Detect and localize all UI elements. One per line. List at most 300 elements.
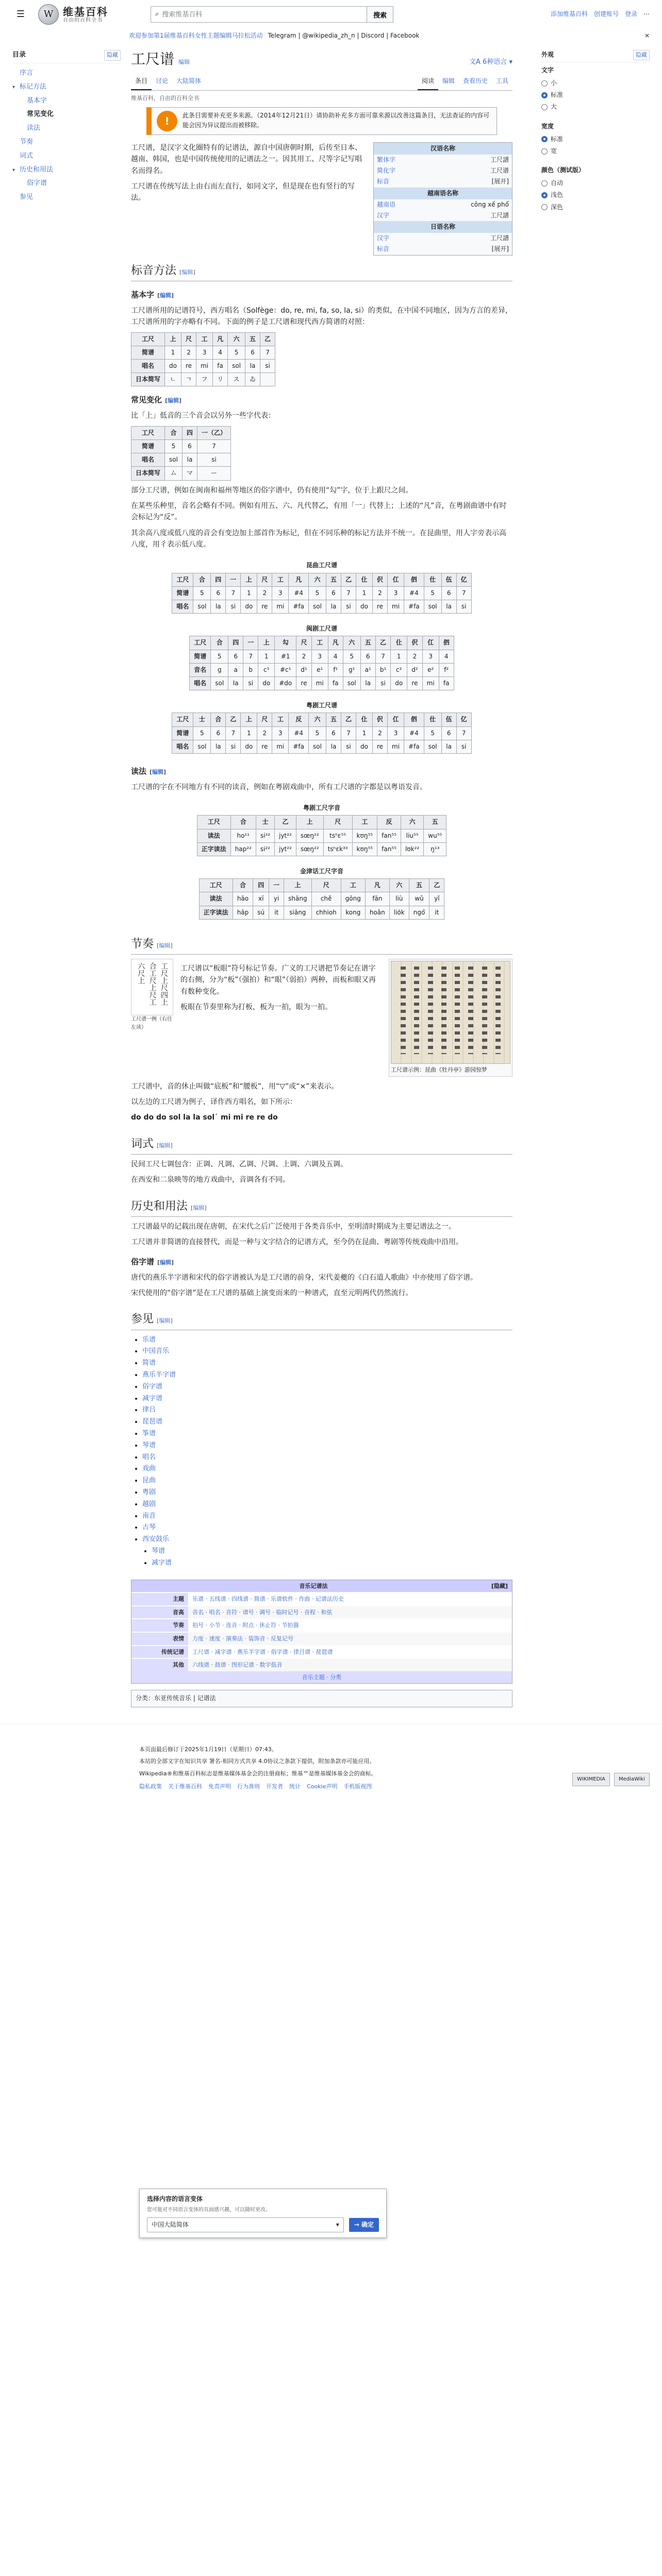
folk-paragraph: 宋代使用的“俗字谱”是在工尺谱的基础上演变而来的一种谱式，直至元明两代仍然流行。 bbox=[131, 1289, 413, 1298]
table-header-cell: 勾 bbox=[275, 636, 296, 650]
navbox-group[interactable]: 主题 bbox=[131, 1593, 188, 1605]
donate-link[interactable]: 添加维基百科 bbox=[550, 10, 588, 18]
footer-link[interactable]: 关于维基百科 bbox=[168, 1783, 202, 1790]
table-cell: 读法 bbox=[197, 829, 230, 842]
edit-link[interactable]: 编辑 bbox=[160, 1259, 172, 1266]
toc-item[interactable] bbox=[12, 122, 121, 135]
infobox-key[interactable]: 越南语 bbox=[377, 200, 396, 208]
edit-link[interactable]: 编辑 bbox=[168, 397, 179, 404]
table-caption: 粤剧工尺谱 bbox=[306, 702, 337, 709]
table-cell: 7 bbox=[197, 439, 230, 453]
table-cell: 6 bbox=[211, 726, 226, 740]
table-cell: re bbox=[296, 676, 311, 690]
navbox-list[interactable]: 六线谱 · 鼓谱 · 图形记谱 · 数字低音 bbox=[188, 1659, 512, 1671]
table-cell: g bbox=[211, 663, 228, 676]
navbox-list[interactable]: 力度 · 速度 · 演奏法 · 装饰音 · 反复记号 bbox=[188, 1633, 512, 1645]
table-cell: 5 bbox=[193, 726, 211, 740]
subsection-heading-changes: 常见变化 [编辑] bbox=[131, 395, 182, 405]
table-cell: sol bbox=[193, 740, 211, 753]
table-cell: do bbox=[241, 740, 257, 753]
chevron-down-icon: ▾ bbox=[336, 2221, 339, 2229]
see-also-link[interactable]: 乐谱 bbox=[142, 1335, 156, 1344]
changes-paragraph: 比「上」低音的三个音会以另外一些字代表： bbox=[131, 412, 275, 420]
table-cell: si bbox=[226, 740, 241, 753]
footer-last-modified: 本页面最后修订于2025年1月19日（星期日）07:43。 bbox=[139, 1745, 277, 1753]
see-also-link[interactable]: 减字谱 bbox=[142, 1394, 163, 1402]
toc-heading: 目录 bbox=[12, 51, 26, 59]
see-also-item bbox=[142, 1428, 512, 1440]
table-header-row bbox=[190, 636, 454, 650]
table-cell: 简谱 bbox=[131, 346, 165, 359]
navbox-list[interactable]: 音名 · 唱名 · 音符 · 谱号 · 调号 · 临时记号 · 音程 · 和弦 bbox=[188, 1606, 512, 1619]
changes-paragraph: 其余高八度或低八度的音会有变边加上部首作为标记，但在不同乐种的标记方法并不统一。在昆曲里，用人字旁表示高八度，用彳表示低八度。 bbox=[131, 529, 506, 549]
subsection-heading-read: 读法 [编辑] bbox=[131, 766, 167, 776]
see-also-link[interactable]: 南音 bbox=[142, 1512, 156, 1520]
table-header-cell: 仩 bbox=[356, 713, 372, 726]
table-cell: ngó͘ bbox=[409, 906, 429, 919]
see-also-link[interactable]: 筝谱 bbox=[142, 1430, 156, 1438]
see-also-item bbox=[142, 1393, 512, 1405]
table-header-cell: 工 bbox=[352, 816, 377, 829]
table-header-cell: 工尺 bbox=[197, 816, 230, 829]
table-cell: #1 bbox=[275, 650, 296, 663]
footer-link[interactable]: 免责声明 bbox=[208, 1783, 231, 1790]
see-also-link[interactable]: 古琴 bbox=[142, 1523, 156, 1532]
from-line: 维基百科，自由的百科全书 bbox=[131, 95, 199, 102]
table-header-cell: 伵 bbox=[439, 636, 454, 650]
table-header-cell: 六 bbox=[228, 332, 245, 346]
tab-read[interactable]: 阅读 bbox=[418, 73, 438, 90]
table-row bbox=[172, 600, 471, 614]
see-also-link[interactable]: 昆曲 bbox=[142, 1477, 156, 1485]
edit-link[interactable]: 编辑 bbox=[160, 292, 172, 299]
table-cell: yǐ bbox=[429, 892, 444, 906]
footer-link[interactable]: 行为准则 bbox=[237, 1783, 260, 1790]
table-cell: sol bbox=[309, 600, 326, 614]
table-cell: sol bbox=[211, 676, 228, 690]
table-cell: la bbox=[360, 676, 375, 690]
campaign-social-links[interactable]: Telegram | @wikipedia_zh_n | Discord | Facebook bbox=[268, 32, 420, 39]
footer-link[interactable]: Cookie声明 bbox=[307, 1783, 338, 1790]
edit-link[interactable]: 编辑 bbox=[181, 268, 193, 276]
table-header-cell: 尺 bbox=[257, 713, 272, 726]
table-cell: tsʰɛ⁵⁵ bbox=[323, 829, 352, 842]
table-cell: #do bbox=[275, 676, 296, 690]
table-cell: マ bbox=[182, 467, 197, 480]
table-cell: do bbox=[391, 676, 407, 690]
page-title: 工尺谱 bbox=[131, 50, 175, 68]
table-cell: #4 bbox=[289, 726, 309, 740]
footer-link[interactable]: 开发者 bbox=[266, 1783, 283, 1790]
page-title-row bbox=[131, 43, 512, 71]
main-content bbox=[121, 43, 523, 1713]
infobox-key[interactable]: 汉字 bbox=[377, 211, 390, 219]
table-cell: 3 bbox=[272, 726, 289, 740]
table-header-cell: 仜 bbox=[388, 573, 404, 586]
table-cell: re bbox=[257, 600, 272, 614]
see-also-item bbox=[142, 1534, 512, 1546]
table-cell: tsʰɛk³³ bbox=[323, 842, 352, 856]
infobox-key[interactable]: 简化字 bbox=[377, 167, 396, 175]
edit-link[interactable]: 编辑 bbox=[159, 1142, 171, 1149]
basic-paragraph: 工尺谱所用的记谱符号，西方唱名（Solfège：do, re, mi, fa, so, la, si）的类似，在中国不同地区，因为方言的差异，工尺谱所用的字亦略有不同。下面的例子是工尺谱和现代西方简谱的对照： bbox=[131, 306, 512, 327]
appearance-heading: 外观 bbox=[541, 51, 554, 59]
navbox-row bbox=[131, 1618, 512, 1632]
table-header-cell: 合 bbox=[230, 816, 256, 829]
table-cell: 7 bbox=[375, 650, 390, 663]
see-also-item bbox=[142, 1463, 512, 1475]
table-cell: la bbox=[211, 740, 226, 753]
table-cell: si bbox=[456, 740, 471, 753]
table-header-cell: 六 bbox=[401, 816, 423, 829]
toc-item[interactable] bbox=[12, 80, 121, 94]
table-cell: do bbox=[356, 600, 372, 614]
table-cell: 2 bbox=[181, 346, 196, 359]
see-also-item bbox=[142, 1440, 512, 1452]
section-heading-see-also: 参见 [编辑] bbox=[131, 1310, 512, 1330]
category-links[interactable]: 分类：东亚传统音乐 | 记谱法 bbox=[131, 1690, 512, 1707]
toc-item[interactable] bbox=[12, 94, 121, 108]
see-also-item bbox=[142, 1487, 512, 1499]
table-cell: hoân bbox=[365, 906, 389, 919]
see-also-link[interactable]: 中国音乐 bbox=[142, 1347, 170, 1355]
campaign-link[interactable]: 欢迎参加第1届维基百科女性主题编辑马拉松活动 bbox=[129, 32, 263, 39]
table-cell: sol bbox=[424, 600, 441, 614]
table-header-cell: 工尺 bbox=[131, 426, 165, 439]
table-header-cell: 工尺 bbox=[172, 713, 193, 726]
table-cell: sœŋ²² bbox=[296, 842, 323, 856]
table-cell: 7 bbox=[341, 726, 356, 740]
navbox-toggle[interactable]: [隐藏] bbox=[491, 1582, 508, 1589]
table-cell: fan⁵⁵ bbox=[377, 842, 401, 856]
notation-table-low bbox=[131, 426, 231, 481]
table-cell: リ bbox=[213, 373, 228, 386]
table-cell: 5 bbox=[228, 346, 245, 359]
table-row bbox=[190, 676, 454, 690]
table-cell: wǔ bbox=[409, 892, 429, 906]
table-cell: #fa bbox=[289, 740, 309, 753]
table-header-cell: 士 bbox=[193, 713, 211, 726]
table-cell: #4 bbox=[404, 726, 424, 740]
search-box[interactable] bbox=[151, 6, 367, 23]
table-cell: re bbox=[372, 740, 387, 753]
table-cell: 1 bbox=[258, 650, 275, 663]
edit-link[interactable]: 编辑 bbox=[159, 942, 171, 949]
table-cell: mi bbox=[388, 740, 404, 753]
see-also-link[interactable]: 俗字谱 bbox=[142, 1382, 163, 1391]
table-header-cell: 上 bbox=[165, 332, 181, 346]
toc-item[interactable] bbox=[12, 135, 121, 149]
notation-table-basic bbox=[131, 332, 275, 387]
navbox-group[interactable]: 其他 bbox=[131, 1659, 188, 1671]
toc-caret-icon: ▾ bbox=[12, 84, 15, 90]
main-menu-icon[interactable]: ☰ bbox=[16, 8, 25, 20]
infobox-value: 工尺譜 bbox=[490, 156, 509, 163]
edit-link[interactable]: 编辑 bbox=[159, 1317, 171, 1325]
table-cell: siāng bbox=[284, 906, 311, 919]
see-also-link[interactable]: 唱名 bbox=[142, 1453, 156, 1461]
table-cell: 读法 bbox=[199, 892, 233, 906]
table-cell: 5 bbox=[343, 650, 360, 663]
toc-item[interactable] bbox=[12, 149, 121, 163]
navbox-group[interactable]: 音高 bbox=[131, 1606, 188, 1619]
search-input[interactable] bbox=[162, 11, 362, 19]
navbox-group[interactable]: 节奏 bbox=[131, 1619, 188, 1632]
table-cell: 7 bbox=[456, 726, 471, 740]
table-header-cell: 尺 bbox=[257, 573, 272, 586]
infobox-value: 工尺譜 bbox=[490, 234, 509, 242]
table-cell: do bbox=[165, 359, 181, 372]
footer-link[interactable]: 统计 bbox=[289, 1783, 301, 1790]
table-header-cell: 四 bbox=[228, 636, 243, 650]
toc-item[interactable] bbox=[12, 177, 121, 191]
tab-history[interactable]: 查看历史 bbox=[462, 77, 488, 84]
table-header-cell: 一 bbox=[269, 879, 284, 892]
toc-hide-button[interactable]: 隐藏 bbox=[104, 50, 121, 61]
site-tagline: 自由的百科全书 bbox=[63, 17, 103, 23]
width-wide-option[interactable]: 宽 bbox=[541, 145, 650, 157]
campaign-banner bbox=[129, 29, 650, 43]
text-large-option[interactable]: 大 bbox=[541, 101, 650, 113]
see-also-link[interactable]: 琴谱 bbox=[152, 1547, 166, 1555]
infobox-key[interactable]: 汉字 bbox=[377, 234, 390, 242]
infobox-section-head: 越南语名称 bbox=[374, 188, 512, 199]
table-cell: la bbox=[228, 676, 243, 690]
table-cell: 5 bbox=[193, 586, 211, 600]
table-cell: mi bbox=[272, 740, 289, 753]
text-size-label: 文字 bbox=[541, 66, 554, 74]
toc-item[interactable] bbox=[12, 108, 121, 122]
edit-link[interactable]: 编辑 bbox=[152, 768, 164, 775]
see-also-nested-item bbox=[152, 1557, 512, 1569]
intro-paragraph: 工尺谱在传统写法上由右而左直行，如同文字，但是现在也有竖行的写法。 bbox=[131, 182, 355, 202]
navbox-list[interactable]: 拍号 · 小节 · 连音 · 附点 · 休止符 · 节拍器 bbox=[188, 1619, 512, 1632]
see-also-item bbox=[142, 1511, 512, 1522]
edit-link[interactable]: 编辑 bbox=[193, 1204, 205, 1211]
table-row bbox=[190, 650, 454, 663]
table-cell: 6 bbox=[441, 726, 456, 740]
table-cell: #4 bbox=[289, 586, 309, 600]
navbox-group[interactable]: 传统记谱 bbox=[131, 1646, 188, 1658]
score-image bbox=[391, 961, 510, 1064]
table-cell: 日本简写 bbox=[131, 467, 165, 480]
color-auto-option[interactable]: 自动 bbox=[541, 177, 650, 189]
table-header-cell: 乙 bbox=[260, 332, 275, 346]
table-header-cell: 伬 bbox=[407, 636, 422, 650]
table-row bbox=[190, 663, 454, 676]
color-light-option[interactable]: 浅色 bbox=[541, 189, 650, 201]
infobox-row bbox=[374, 199, 512, 210]
infobox-row bbox=[374, 244, 512, 255]
infobox-row bbox=[374, 155, 512, 165]
table-cell: do bbox=[356, 740, 372, 753]
see-also-link[interactable]: 简谱 bbox=[142, 1359, 156, 1367]
table-cell: ㄱ bbox=[181, 373, 196, 386]
table-header-cell: 五 bbox=[326, 713, 341, 726]
table-header-cell: 四 bbox=[211, 573, 226, 586]
infobox-section-head: 日语名称 bbox=[374, 221, 512, 233]
footer-link[interactable]: 手机版视图 bbox=[343, 1783, 372, 1790]
color-dark-option[interactable]: 深色 bbox=[541, 201, 650, 213]
infobox-row bbox=[374, 165, 512, 176]
color-label: 颜色（测试版） bbox=[541, 166, 585, 174]
variant-select[interactable]: 中国大陆简体 ▾ bbox=[147, 2217, 344, 2232]
footer-link[interactable]: 隐私政策 bbox=[139, 1783, 162, 1790]
table-cell: 2 bbox=[407, 650, 422, 663]
table-cell: mi bbox=[272, 600, 289, 614]
text-standard-option[interactable]: 标准 bbox=[541, 89, 650, 101]
infobox-section-head: 汉语名称 bbox=[374, 143, 512, 155]
table-header-cell: 五 bbox=[245, 332, 260, 346]
toc-item-label: 参见 bbox=[20, 193, 34, 201]
close-icon[interactable]: × bbox=[644, 32, 650, 39]
table-cell: sol bbox=[228, 359, 245, 372]
table-cell: 5 bbox=[309, 586, 326, 600]
see-also-link[interactable]: 琵琶谱 bbox=[142, 1418, 163, 1426]
see-also-item bbox=[142, 1416, 512, 1428]
table-cell: 3 bbox=[422, 650, 439, 663]
table-cell: liù bbox=[389, 892, 409, 906]
table-cell: 6 bbox=[360, 650, 375, 663]
table-row bbox=[197, 829, 446, 842]
site-logo[interactable] bbox=[38, 4, 141, 25]
table-cell: 2 bbox=[257, 726, 272, 740]
infobox-value: 工尺谱 bbox=[490, 167, 509, 175]
table-cell: chhioh bbox=[311, 906, 341, 919]
table-header-cell: 一 bbox=[243, 636, 258, 650]
score-thumbnail[interactable] bbox=[389, 959, 512, 1077]
table-row bbox=[131, 346, 275, 359]
table-cell: 6 bbox=[441, 586, 456, 600]
table-cell: 唱名 bbox=[172, 600, 193, 614]
see-also-list bbox=[131, 1334, 512, 1569]
table-header-cell: 乙 bbox=[341, 713, 356, 726]
table-cell: 简谱 bbox=[172, 726, 193, 740]
tab-tools[interactable]: 工具 bbox=[495, 77, 508, 84]
see-also-link[interactable]: 粤剧 bbox=[142, 1488, 156, 1496]
infobox-key[interactable]: 繁体字 bbox=[377, 156, 396, 163]
toc-item[interactable] bbox=[12, 191, 121, 205]
toc-item[interactable] bbox=[12, 163, 121, 177]
table-header-cell: 合 bbox=[233, 879, 253, 892]
tab-variant[interactable]: 大陆简体 bbox=[176, 77, 202, 84]
table-cell: hap²² bbox=[230, 842, 256, 856]
search-button[interactable]: 搜索 bbox=[367, 6, 393, 23]
table-cell: 6 bbox=[326, 586, 341, 600]
tab-talk[interactable]: 讨论 bbox=[156, 77, 169, 84]
table-header-cell: 五 bbox=[409, 879, 429, 892]
infobox-value: [展开] bbox=[491, 178, 509, 185]
table-cell: si bbox=[341, 600, 356, 614]
navbox-row bbox=[131, 1632, 512, 1645]
table-header-cell: 工尺 bbox=[199, 879, 233, 892]
table-cell: kʊŋ⁵⁵ bbox=[352, 829, 377, 842]
table-cell: 1 bbox=[241, 586, 257, 600]
table-cell: re bbox=[257, 740, 272, 753]
title-edit-link[interactable]: 编辑 bbox=[178, 59, 190, 66]
navbox-list[interactable]: 工尺谱 · 减字谱 · 燕乐半字谱 · 俗字谱 · 律吕谱 · 琵琶谱 bbox=[188, 1646, 512, 1658]
navbox-list[interactable]: 乐谱 · 五线谱 · 四线谱 · 简谱 · 乐谱软件 · 作曲 · 记谱法历史 bbox=[188, 1593, 512, 1605]
tab-edit[interactable]: 编辑 bbox=[442, 77, 455, 84]
table-cell: c² bbox=[391, 663, 407, 676]
footer-trademark: Wikipedia®和维基百科标志是维基媒体基金会的注册商标；维基™是维基媒体基金会的商标。 bbox=[139, 1770, 377, 1777]
history-paragraph: 工尺谱并非简谱的直接替代，而是一种与文字结合的记谱方式，至今仍在昆曲、粤剧等传统戏曲中沿用。 bbox=[131, 1238, 463, 1247]
table-cell: d² bbox=[407, 663, 422, 676]
text-small-option[interactable]: 小 bbox=[541, 77, 650, 89]
changes-paragraph: 在某些乐种里，音名会略有不同。例如有用五、六、凡代替乙，有用「一」代替上；上述的“凡”音，在粤剧曲谱中有时会标记为“反”。 bbox=[131, 501, 507, 522]
table-cell: sol bbox=[193, 600, 211, 614]
login-link[interactable]: 登录 bbox=[624, 10, 637, 18]
toc-item[interactable] bbox=[12, 66, 121, 80]
width-standard-option[interactable]: 标准 bbox=[541, 133, 650, 145]
table-cell: lio̍k bbox=[389, 906, 409, 919]
confirm-button[interactable]: → 确定 bbox=[349, 2218, 379, 2232]
search-icon: ⌕ bbox=[155, 10, 159, 18]
table-row bbox=[131, 373, 275, 386]
appearance-hide-button[interactable]: 隐藏 bbox=[633, 50, 650, 60]
create-account-link[interactable]: 创建账号 bbox=[593, 10, 619, 18]
table-header-cell: 尺 bbox=[323, 816, 352, 829]
table-cell: sol bbox=[309, 740, 326, 753]
vertical-score-caption: 工尺谱一例（右往左读） bbox=[131, 1016, 172, 1030]
table-cell: 5 bbox=[309, 726, 326, 740]
table-cell: 1 bbox=[356, 586, 372, 600]
see-also-link[interactable]: 琴谱 bbox=[142, 1441, 156, 1449]
table-header-cell: 工 bbox=[272, 713, 289, 726]
see-also-link[interactable]: 西安鼓乐 bbox=[142, 1535, 170, 1544]
see-also-link[interactable]: 减字谱 bbox=[152, 1558, 172, 1567]
tab-article[interactable]: 条目 bbox=[131, 73, 152, 90]
more-options-icon[interactable]: ⋯ bbox=[643, 10, 650, 18]
table-cell: si bbox=[197, 453, 230, 467]
table-cell: #fa bbox=[404, 740, 424, 753]
table-cell: la bbox=[441, 600, 456, 614]
see-also-item bbox=[142, 1358, 512, 1369]
table-cell: a bbox=[228, 663, 243, 676]
notation-table-jin bbox=[199, 865, 445, 920]
infobox-key[interactable]: 标音 bbox=[377, 245, 390, 253]
navbox-group[interactable]: 表情 bbox=[131, 1633, 188, 1645]
table-cell: si bbox=[226, 600, 241, 614]
wikimedia-badge[interactable]: WIKIMEDIA bbox=[572, 1773, 610, 1786]
mediawiki-badge[interactable]: MediaWiki bbox=[614, 1773, 650, 1786]
table-cell: 1 bbox=[165, 346, 181, 359]
table-cell: #fa bbox=[404, 600, 424, 614]
infobox-key[interactable]: 标音 bbox=[377, 178, 390, 185]
see-also-link[interactable]: 戏曲 bbox=[142, 1465, 156, 1473]
table-header-cell: 伍 bbox=[441, 713, 456, 726]
see-also-link[interactable]: 燕乐半字谱 bbox=[142, 1371, 176, 1379]
see-also-link[interactable]: 越剧 bbox=[142, 1500, 156, 1508]
navbox-title[interactable]: 音乐记谱法 bbox=[299, 1582, 328, 1589]
see-also-nested-item bbox=[152, 1546, 512, 1557]
table-header-cell: 亿 bbox=[456, 713, 471, 726]
see-also-link[interactable]: 律吕 bbox=[142, 1406, 156, 1414]
table-header-cell: 六 bbox=[389, 879, 409, 892]
table-header-cell: 凡 bbox=[213, 332, 228, 346]
table-cell: 简谱 bbox=[172, 586, 193, 600]
table-header-cell: 四 bbox=[253, 879, 269, 892]
table-caption: 闽剧工尺谱 bbox=[306, 625, 337, 633]
infobox-value: [展开] bbox=[491, 245, 509, 253]
table-cell: 3 bbox=[311, 650, 328, 663]
navbox-footer[interactable]: 音乐主题 · 分类 bbox=[131, 1671, 512, 1684]
table-header-row bbox=[172, 713, 471, 726]
toc-item-label: 节奏 bbox=[20, 138, 34, 146]
table-header-cell: 六 bbox=[309, 713, 326, 726]
language-button[interactable]: 文A 6种语言 ▾ bbox=[469, 58, 512, 66]
toc-caret-icon: ▾ bbox=[12, 167, 15, 173]
